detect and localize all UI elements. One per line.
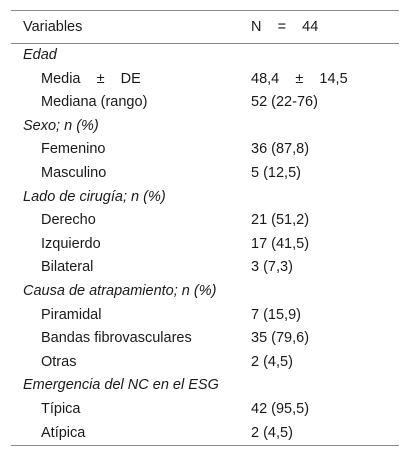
row-label: Mediana (rango)	[41, 94, 148, 111]
row-value: 5 (12,5)	[251, 164, 301, 181]
table-row	[11, 351, 399, 375]
row-value: 35 (79,6)	[251, 330, 310, 347]
section-row	[11, 374, 399, 398]
row-label: Media ± DE	[41, 70, 141, 87]
data-table	[11, 10, 399, 446]
table-row	[11, 68, 399, 92]
header-variables: Variables	[23, 19, 83, 35]
table-row	[11, 209, 399, 233]
row-label: Masculino	[41, 164, 107, 181]
section-label: Emergencia del NC en el ESG	[23, 377, 219, 394]
row-value: 42 (95,5)	[251, 400, 310, 417]
table-row	[11, 256, 399, 280]
table-row	[11, 327, 399, 351]
row-label: Derecho	[41, 212, 96, 229]
row-value: 21 (51,2)	[251, 212, 310, 229]
row-value: 3 (7,3)	[251, 259, 293, 276]
table-row	[11, 304, 399, 328]
section-label: Causa de atrapamiento; n (%)	[23, 282, 217, 299]
table-header	[11, 10, 399, 44]
section-row	[11, 44, 399, 68]
table-row	[11, 233, 399, 257]
row-label: Típica	[41, 400, 81, 417]
row-value: 2 (4,5)	[251, 424, 293, 441]
table-row	[11, 162, 399, 186]
section-row	[11, 280, 399, 304]
row-label: Femenino	[41, 141, 106, 158]
table-row	[11, 422, 399, 446]
row-label: Otras	[41, 353, 77, 370]
table-row	[11, 138, 399, 162]
table-body	[11, 44, 399, 445]
section-label: Sexo; n (%)	[23, 117, 99, 134]
section-row	[11, 186, 399, 210]
row-label: Atípica	[41, 424, 86, 441]
row-value: 52 (22-76)	[251, 94, 318, 111]
header-n: N = 44	[251, 19, 319, 35]
table-row	[11, 398, 399, 422]
row-label: Bilateral	[41, 259, 94, 276]
row-value: 2 (4,5)	[251, 353, 293, 370]
row-value: 36 (87,8)	[251, 141, 310, 158]
table-row	[11, 91, 399, 115]
section-row	[11, 115, 399, 139]
row-label: Izquierdo	[41, 235, 101, 252]
section-label: Edad	[23, 47, 57, 63]
row-value: 17 (41,5)	[251, 235, 310, 252]
table-bottom-rule	[11, 445, 399, 446]
row-label: Bandas fibrovasculares	[41, 330, 192, 347]
row-label: Piramidal	[41, 306, 102, 323]
section-label: Lado de cirugía; n (%)	[23, 188, 166, 205]
row-value: 48,4 ± 14,5	[251, 70, 348, 87]
row-value: 7 (15,9)	[251, 306, 301, 323]
